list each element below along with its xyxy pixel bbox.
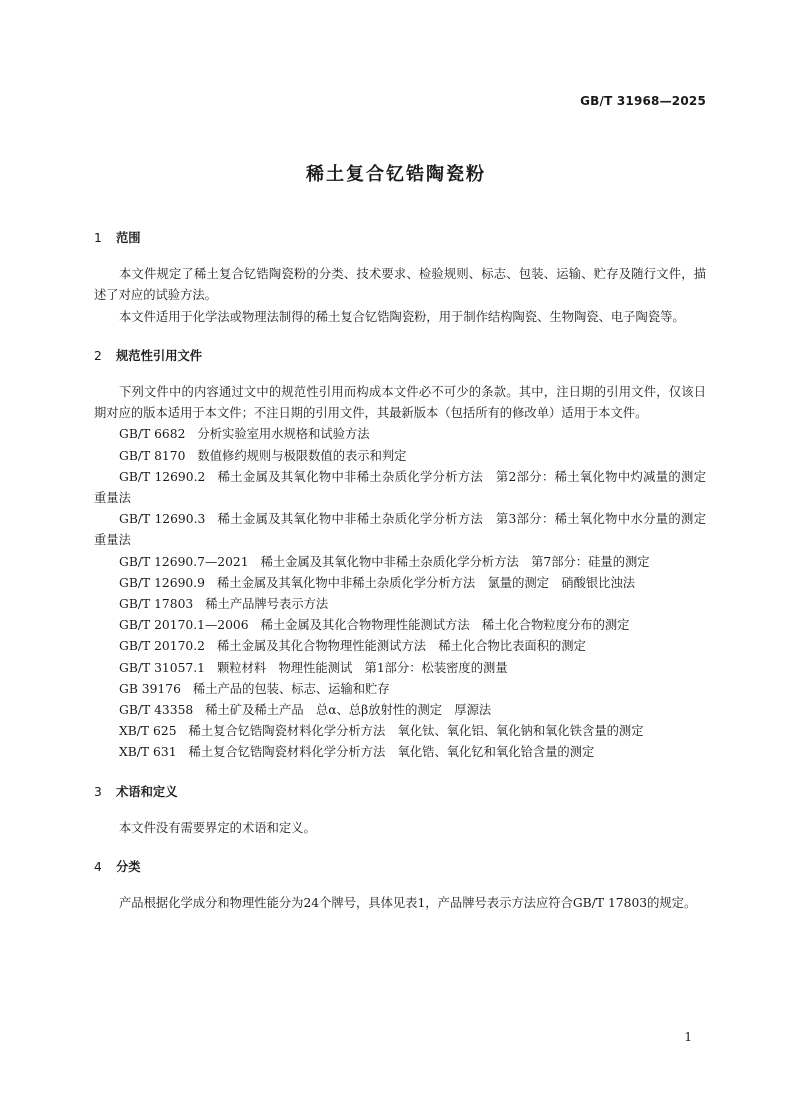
terms-paragraph: 本文件没有需要界定的术语和定义。 <box>119 820 316 835</box>
section-title: 术语和定义 <box>116 784 178 799</box>
reference-title: 稀土金属及其氧化物中非稀土杂质化学分析方法 氯量的测定 硝酸银比浊法 <box>216 575 636 590</box>
section-3-heading <box>94 782 706 803</box>
reference-title: 数值修约规则与极限数值的表示和判定 <box>197 448 407 463</box>
section-number: 1 <box>94 231 102 245</box>
reference-title: 稀土复合钇锆陶瓷材料化学分析方法 氧化钛、氧化铝、氧化钠和氧化铁含量的测定 <box>188 724 644 739</box>
reference-code: GB/T 12690.2 <box>119 469 206 484</box>
reference-list <box>94 424 719 763</box>
document-title: 稀土复合钇锆陶瓷粉 <box>306 164 486 185</box>
reference-code: GB 39176 <box>119 681 181 696</box>
reference-item <box>94 446 706 467</box>
reference-item <box>94 679 706 700</box>
reference-item <box>94 424 706 445</box>
reference-item <box>94 509 719 551</box>
normative-intro: 下列文件中的内容通过文中的规范性引用而构成本文件必不可少的条款。其中，注日期的引用文件，仅该日期对应的版本适用于本文件；不注日期的引用文件，其最新版本（包括所有的修改单）适用于本文件。 <box>94 385 706 421</box>
reference-code: GB/T 43358 <box>119 703 194 718</box>
section-title: 分类 <box>116 860 141 875</box>
reference-item <box>94 742 706 763</box>
reference-code: XB/T 631 <box>119 745 177 760</box>
reference-title: 稀土矿及稀土产品 总α、总β放射性的测定 厚源法 <box>205 703 492 718</box>
reference-item <box>94 552 706 573</box>
reference-item <box>94 636 706 657</box>
reference-code: GB/T 17803 <box>119 597 194 612</box>
reference-code: GB/T 12690.3 <box>119 512 206 527</box>
reference-item <box>94 700 706 721</box>
reference-item <box>94 658 706 679</box>
reference-title: 稀土金属及其氧化物中非稀土杂质化学分析方法 第2部分：稀土氧化物中灼减量的测定 重量法 <box>94 469 719 506</box>
reference-code: GB/T 20170.2 <box>119 639 205 654</box>
section-4-heading <box>94 857 706 878</box>
scope-paragraph-2: 本文件适用于化学法或物理法制得的稀土复合钇锆陶瓷粉，用于制作结构陶瓷、生物陶瓷、电子陶瓷等。 <box>119 309 685 324</box>
document-body <box>94 228 719 914</box>
reference-title: 分析实验室用水规格和试验方法 <box>197 427 370 442</box>
reference-item <box>94 615 706 636</box>
reference-title: 稀土金属及其氧化物中非稀土杂质化学分析方法 第7部分：硅量的测定 <box>260 554 650 569</box>
standard-number: GB/T 31968—2025 <box>580 94 706 108</box>
reference-title: 稀土产品牌号表示方法 <box>205 597 329 612</box>
reference-code: GB/T 12690.9 <box>119 575 205 590</box>
reference-code: GB/T 31057.1 <box>119 660 205 675</box>
section-number: 2 <box>94 348 102 363</box>
reference-code: GB/T 6682 <box>119 427 186 442</box>
classification-paragraph: 产品根据化学成分和物理性能分为24个牌号，具体见表1，产品牌号表示方法应符合GB/T 17803的规定。 <box>119 896 697 911</box>
reference-item <box>94 594 706 615</box>
reference-title: 颗粒材料 物理性能测试 第1部分：松装密度的测量 <box>216 660 508 675</box>
reference-title: 稀土金属及其化合物物理性能测试方法 稀土化合物粒度分布的测定 <box>260 618 630 633</box>
reference-title: 稀土产品的包装、标志、运输和贮存 <box>192 681 390 696</box>
section-1-heading <box>94 228 706 249</box>
reference-code: XB/T 625 <box>119 724 177 739</box>
reference-title: 稀土复合钇锆陶瓷材料化学分析方法 氧化锆、氧化钇和氧化铪含量的测定 <box>188 745 595 760</box>
page-number: 1 <box>684 1030 692 1044</box>
section-number: 4 <box>94 860 102 875</box>
reference-code: GB/T 12690.7—2021 <box>119 554 249 569</box>
section-title: 规范性引用文件 <box>116 348 203 363</box>
reference-item <box>94 573 706 594</box>
reference-item <box>94 467 719 509</box>
reference-code: GB/T 20170.1—2006 <box>119 618 249 633</box>
reference-item <box>94 721 706 742</box>
scope-paragraph-1: 本文件规定了稀土复合钇锆陶瓷粉的分类、技术要求、检验规则、标志、包装、运输、贮存及随行文件，描述了对应的试验方法。 <box>94 267 706 303</box>
section-number: 3 <box>94 784 102 799</box>
reference-title: 稀土金属及其氧化物中非稀土杂质化学分析方法 第3部分：稀土氧化物中水分量的测定 重量法 <box>94 512 719 548</box>
reference-code: GB/T 8170 <box>119 448 186 463</box>
section-title: 范围 <box>116 231 141 245</box>
section-2-heading <box>94 346 706 367</box>
reference-title: 稀土金属及其化合物物理性能测试方法 稀土化合物比表面积的测定 <box>216 639 586 654</box>
